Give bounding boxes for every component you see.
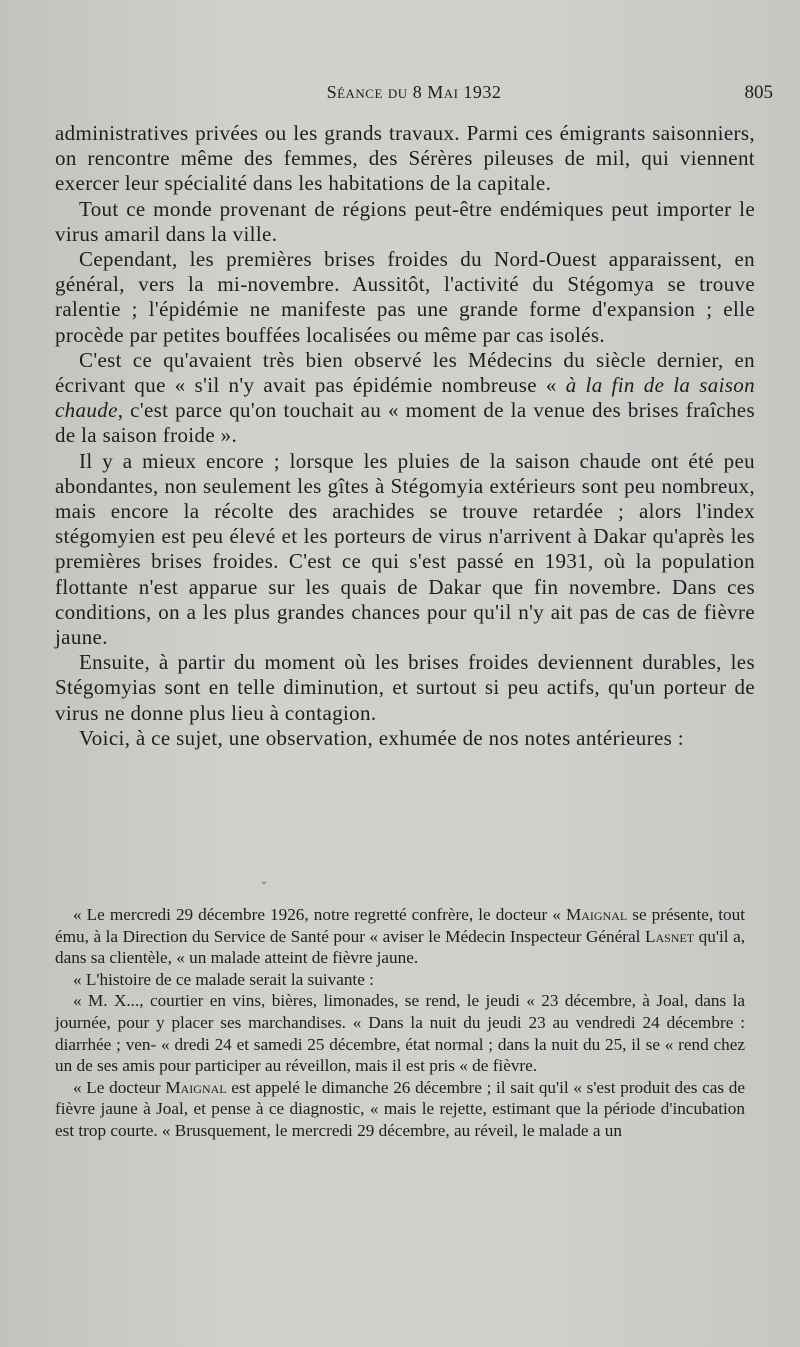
paragraph: Voici, à ce sujet, une observation, exhumée de nos notes antérieures : <box>79 725 684 750</box>
person-name: Lasnet <box>644 926 695 946</box>
paragraph-text: C'est ce qu'avaient très bien observé les Médecins du siècle dernier, en écrivant que « s'il n'y avait pas épidémie nombreuse « <box>55 347 755 398</box>
quoted-observation <box>55 904 745 1142</box>
quote-paragraph <box>55 904 745 969</box>
italic-phrase: à la fin de la saison chaude <box>55 373 755 423</box>
paragraph: administratives privées ou les grands travaux. Parmi ces émigrants saisonniers, on rencontre même des femmes, des Sérères pileuses de mil, qui viennent exercer leur spécialité dans les habitations de la capitale. <box>55 121 755 196</box>
paragraph <box>55 348 755 449</box>
quote-paragraph: « L'histoire de ce malade serait la suivante : <box>73 969 374 989</box>
body-text <box>55 121 755 751</box>
paragraph: Ensuite, à partir du moment où les brises froides deviennent durables, les Stégomyias sont en telle diminution, et surtout si peu actifs, qu'un porteur de virus ne donne plus lieu à contagion. <box>55 650 755 725</box>
quote-text: « Le docteur <box>73 1077 166 1097</box>
quote-text: est appelé le dimanche 26 décembre ; il sait qu'il « s'est produit des cas de fièvre jaune à Joal, et pense à ce diagnostic, « mais le rejette, estimant que la période d'incubation est trop courte. « Brusquement, le mercredi 29 décembre, au réveil, le malade a un <box>55 1077 745 1140</box>
quote-text: se présente, tout ému, à la Direction du Service de Santé pour « aviser le Médecin Inspecteur Général <box>55 905 745 946</box>
quote-text: qu'il a, dans sa clientèle, « un malade atteint de fièvre jaune. <box>55 926 745 968</box>
paragraph-text: , c'est parce qu'on touchait au « moment de la venue des brises fraîches de la saison froide ». <box>55 398 755 448</box>
person-name: Maignal <box>565 905 628 924</box>
quote-paragraph: « M. X..., courtier en vins, bières, limonades, se rend, le jeudi « 23 décembre, à Joal, dans la journée, pour y placer ses marchandises. « Dans la nuit du jeudi 23 au vendredi 24 décembre : diarrhée ; ven- « dredi 24 et samedi 25 décembre, état normal ; dans la nuit du 25, il se « rend chez un de ses amis pour participer au réveillon, mais il est pris « de fièvre. <box>55 991 745 1076</box>
paragraph: Il y a mieux encore ; lorsque les pluies de la saison chaude ont été peu abondantes, non seulement les gîtes à Stégomyia extérieurs sont peu nombreux, mais encore la récolte des arachides se trouve retardée ; alors l'index stégomyien est peu élevé et les porteurs de virus n'arrivent à Dakar qu'après les premières brises froides. C'est ce qui s'est passé en 1931, où la population flottante n'est apparue sur les quais de Dakar que fin novembre. Dans ces conditions, on a les plus grandes chances pour qu'il n'y ait pas de cas de fièvre jaune. <box>55 448 755 650</box>
page-number: 805 <box>744 82 773 103</box>
running-title: Séance du 8 Mai 1932 <box>326 82 502 102</box>
person-name: Maignal <box>165 1077 227 1097</box>
separator-mark: ⌄ <box>259 876 269 887</box>
paragraph: Cependant, les premières brises froides du Nord-Ouest apparaissent, en général, vers la mi-novembre. Aussitôt, l'activité du Stégomya se trouve ralentie ; l'épidémie ne manifeste pas une grande forme d'expansion ; elle procède par petites bouffées localisées ou même par cas isolés. <box>55 247 755 347</box>
quote-paragraph <box>55 1077 745 1142</box>
page-header <box>55 82 773 106</box>
paragraph: Tout ce monde provenant de régions peut-être endémiques peut importer le virus amaril dans la ville. <box>55 196 755 246</box>
quote-text: « Le mercredi 29 décembre 1926, notre regretté confrère, le docteur « <box>73 905 566 924</box>
